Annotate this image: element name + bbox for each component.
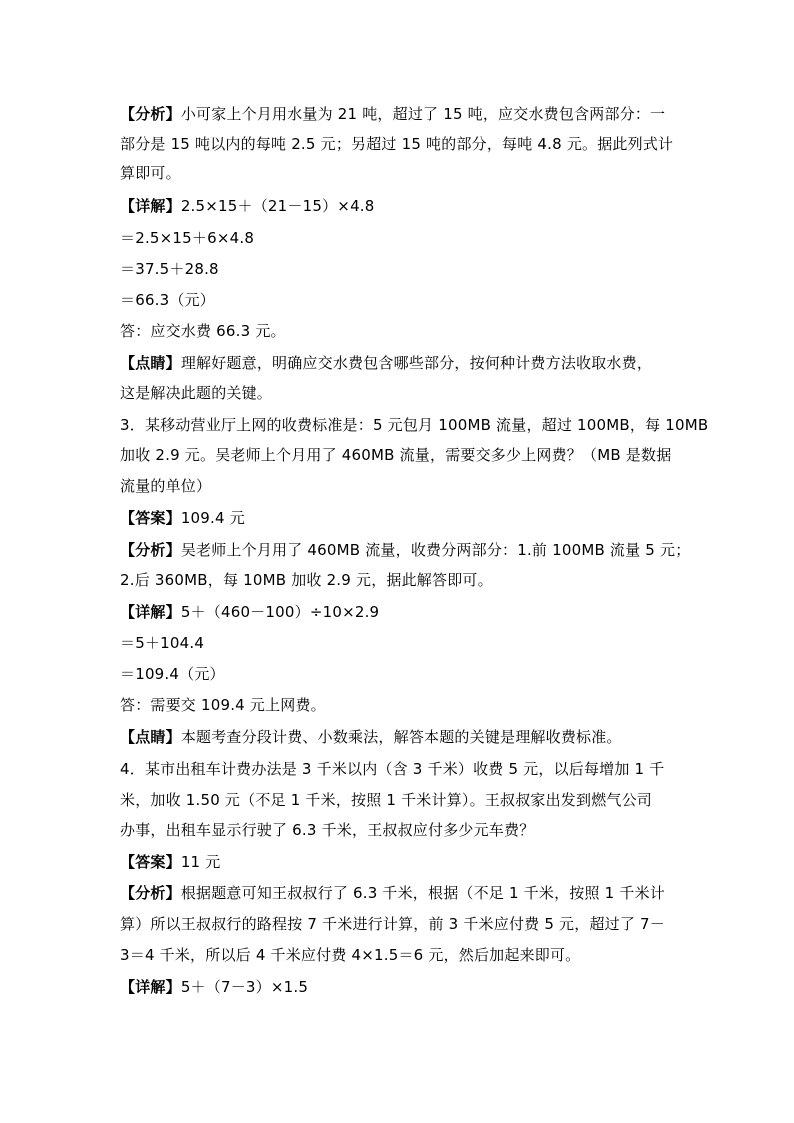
line-text: 答：需要交 109.4 元上网费。 — [120, 696, 326, 714]
text-line — [120, 104, 665, 124]
text-line — [120, 259, 219, 279]
section-tag: 【分析】 — [120, 541, 181, 559]
line-text: ＝37.5＋28.8 — [120, 260, 219, 278]
text-line — [120, 820, 534, 840]
section-tag: 【点睛】 — [120, 728, 181, 746]
text-line — [120, 759, 664, 779]
line-text: 加收 2.9 元。吴老师上个月用了 460MB 流量，需要交多少上网费？（MB 是数据 — [120, 446, 672, 464]
line-text: 根据题意可知王叔叔行了 6.3 千米，根据（不足 1 千米，按照 1 千米计 — [180, 884, 665, 902]
section-tag: 【分析】 — [120, 884, 181, 902]
text-line — [120, 290, 215, 310]
text-line — [120, 883, 665, 903]
section-tag: 【点睛】 — [120, 354, 181, 372]
text-line — [120, 415, 708, 435]
text-line — [120, 727, 622, 747]
line-text: 理解好题意，明确应交水费包含哪些部分，按何种计费方法收取水费， — [180, 354, 653, 372]
line-text: 这是解决此题的关键。 — [120, 384, 273, 402]
line-text: 2.5×15＋（21－15）×4.8 — [180, 197, 375, 215]
text-line — [120, 540, 690, 560]
line-text: 米，加收 1.50 元（不足 1 千米，按照 1 千米计算）。王叔叔家出发到燃气公司 — [120, 791, 652, 809]
text-line — [120, 383, 272, 403]
line-text: 3＝4 千米，所以后 4 千米应付费 4×1.5＝6 元，然后加起来即可。 — [120, 946, 581, 964]
text-line — [120, 476, 211, 496]
text-line — [120, 914, 665, 934]
line-text: 流量的单位） — [120, 477, 212, 495]
line-text: 吴老师上个月用了 460MB 流量，收费分两部分：1.前 100MB 流量 5 元； — [180, 541, 691, 559]
line-text: 办事，出租车显示行驶了 6.3 千米，王叔叔应付多少元车费？ — [120, 821, 535, 839]
line-text: 4．某市出租车计费办法是 3 千米以内（含 3 千米）收费 5 元，以后每增加 1 千 — [120, 760, 665, 778]
text-line — [120, 508, 245, 528]
text-line — [120, 664, 225, 684]
line-text: ＝2.5×15＋6×4.8 — [120, 229, 255, 247]
text-line — [120, 602, 379, 622]
line-text: 2.后 360MB，每 10MB 加收 2.9 元，据此解答即可。 — [120, 571, 493, 589]
text-line — [120, 945, 580, 965]
line-text: 算）所以王叔叔行的路程按 7 千米进行计算，前 3 千米应付费 5 元，超过了 7－ — [120, 915, 665, 933]
line-text: ＝5＋104.4 — [120, 634, 205, 652]
text-line — [120, 852, 220, 872]
line-text: 算即可。 — [120, 164, 181, 182]
line-text: 5＋（460－100）÷10×2.9 — [180, 603, 380, 621]
line-text: 3．某移动营业厅上网的收费标准是：5 元包月 100MB 流量，超过 100MB，每 10MB — [120, 416, 709, 434]
text-line — [120, 196, 375, 216]
line-text: 11 元 — [180, 853, 221, 871]
text-line — [120, 695, 326, 715]
line-text: ＝66.3（元） — [120, 291, 215, 309]
text-line — [120, 790, 652, 810]
section-tag: 【详解】 — [120, 978, 181, 996]
line-text: 小可家上个月用水量为 21 吨，超过了 15 吨，应交水费包含两部分：一 — [180, 105, 666, 123]
line-text: 109.4 元 — [180, 509, 245, 527]
section-tag: 【详解】 — [120, 197, 181, 215]
text-line — [120, 163, 181, 183]
section-tag: 【详解】 — [120, 603, 181, 621]
text-line — [120, 977, 308, 997]
text-line — [120, 353, 652, 373]
text-line — [120, 633, 204, 653]
line-text: ＝109.4（元） — [120, 665, 225, 683]
text-line — [120, 134, 673, 154]
text-line — [120, 445, 671, 465]
section-tag: 【分析】 — [120, 105, 181, 123]
line-text: 答：应交水费 66.3 元。 — [120, 322, 286, 340]
line-text: 5＋（7－3）×1.5 — [180, 978, 309, 996]
text-line — [120, 228, 254, 248]
line-text: 部分是 15 吨以内的每吨 2.5 元；另超过 15 吨的部分，每吨 4.8 元。据此列式计 — [120, 135, 674, 153]
text-line — [120, 321, 286, 341]
section-tag: 【答案】 — [120, 509, 181, 527]
line-text: 本题考查分段计费、小数乘法，解答本题的关键是理解收费标准。 — [180, 728, 622, 746]
section-tag: 【答案】 — [120, 853, 181, 871]
text-line — [120, 570, 493, 590]
